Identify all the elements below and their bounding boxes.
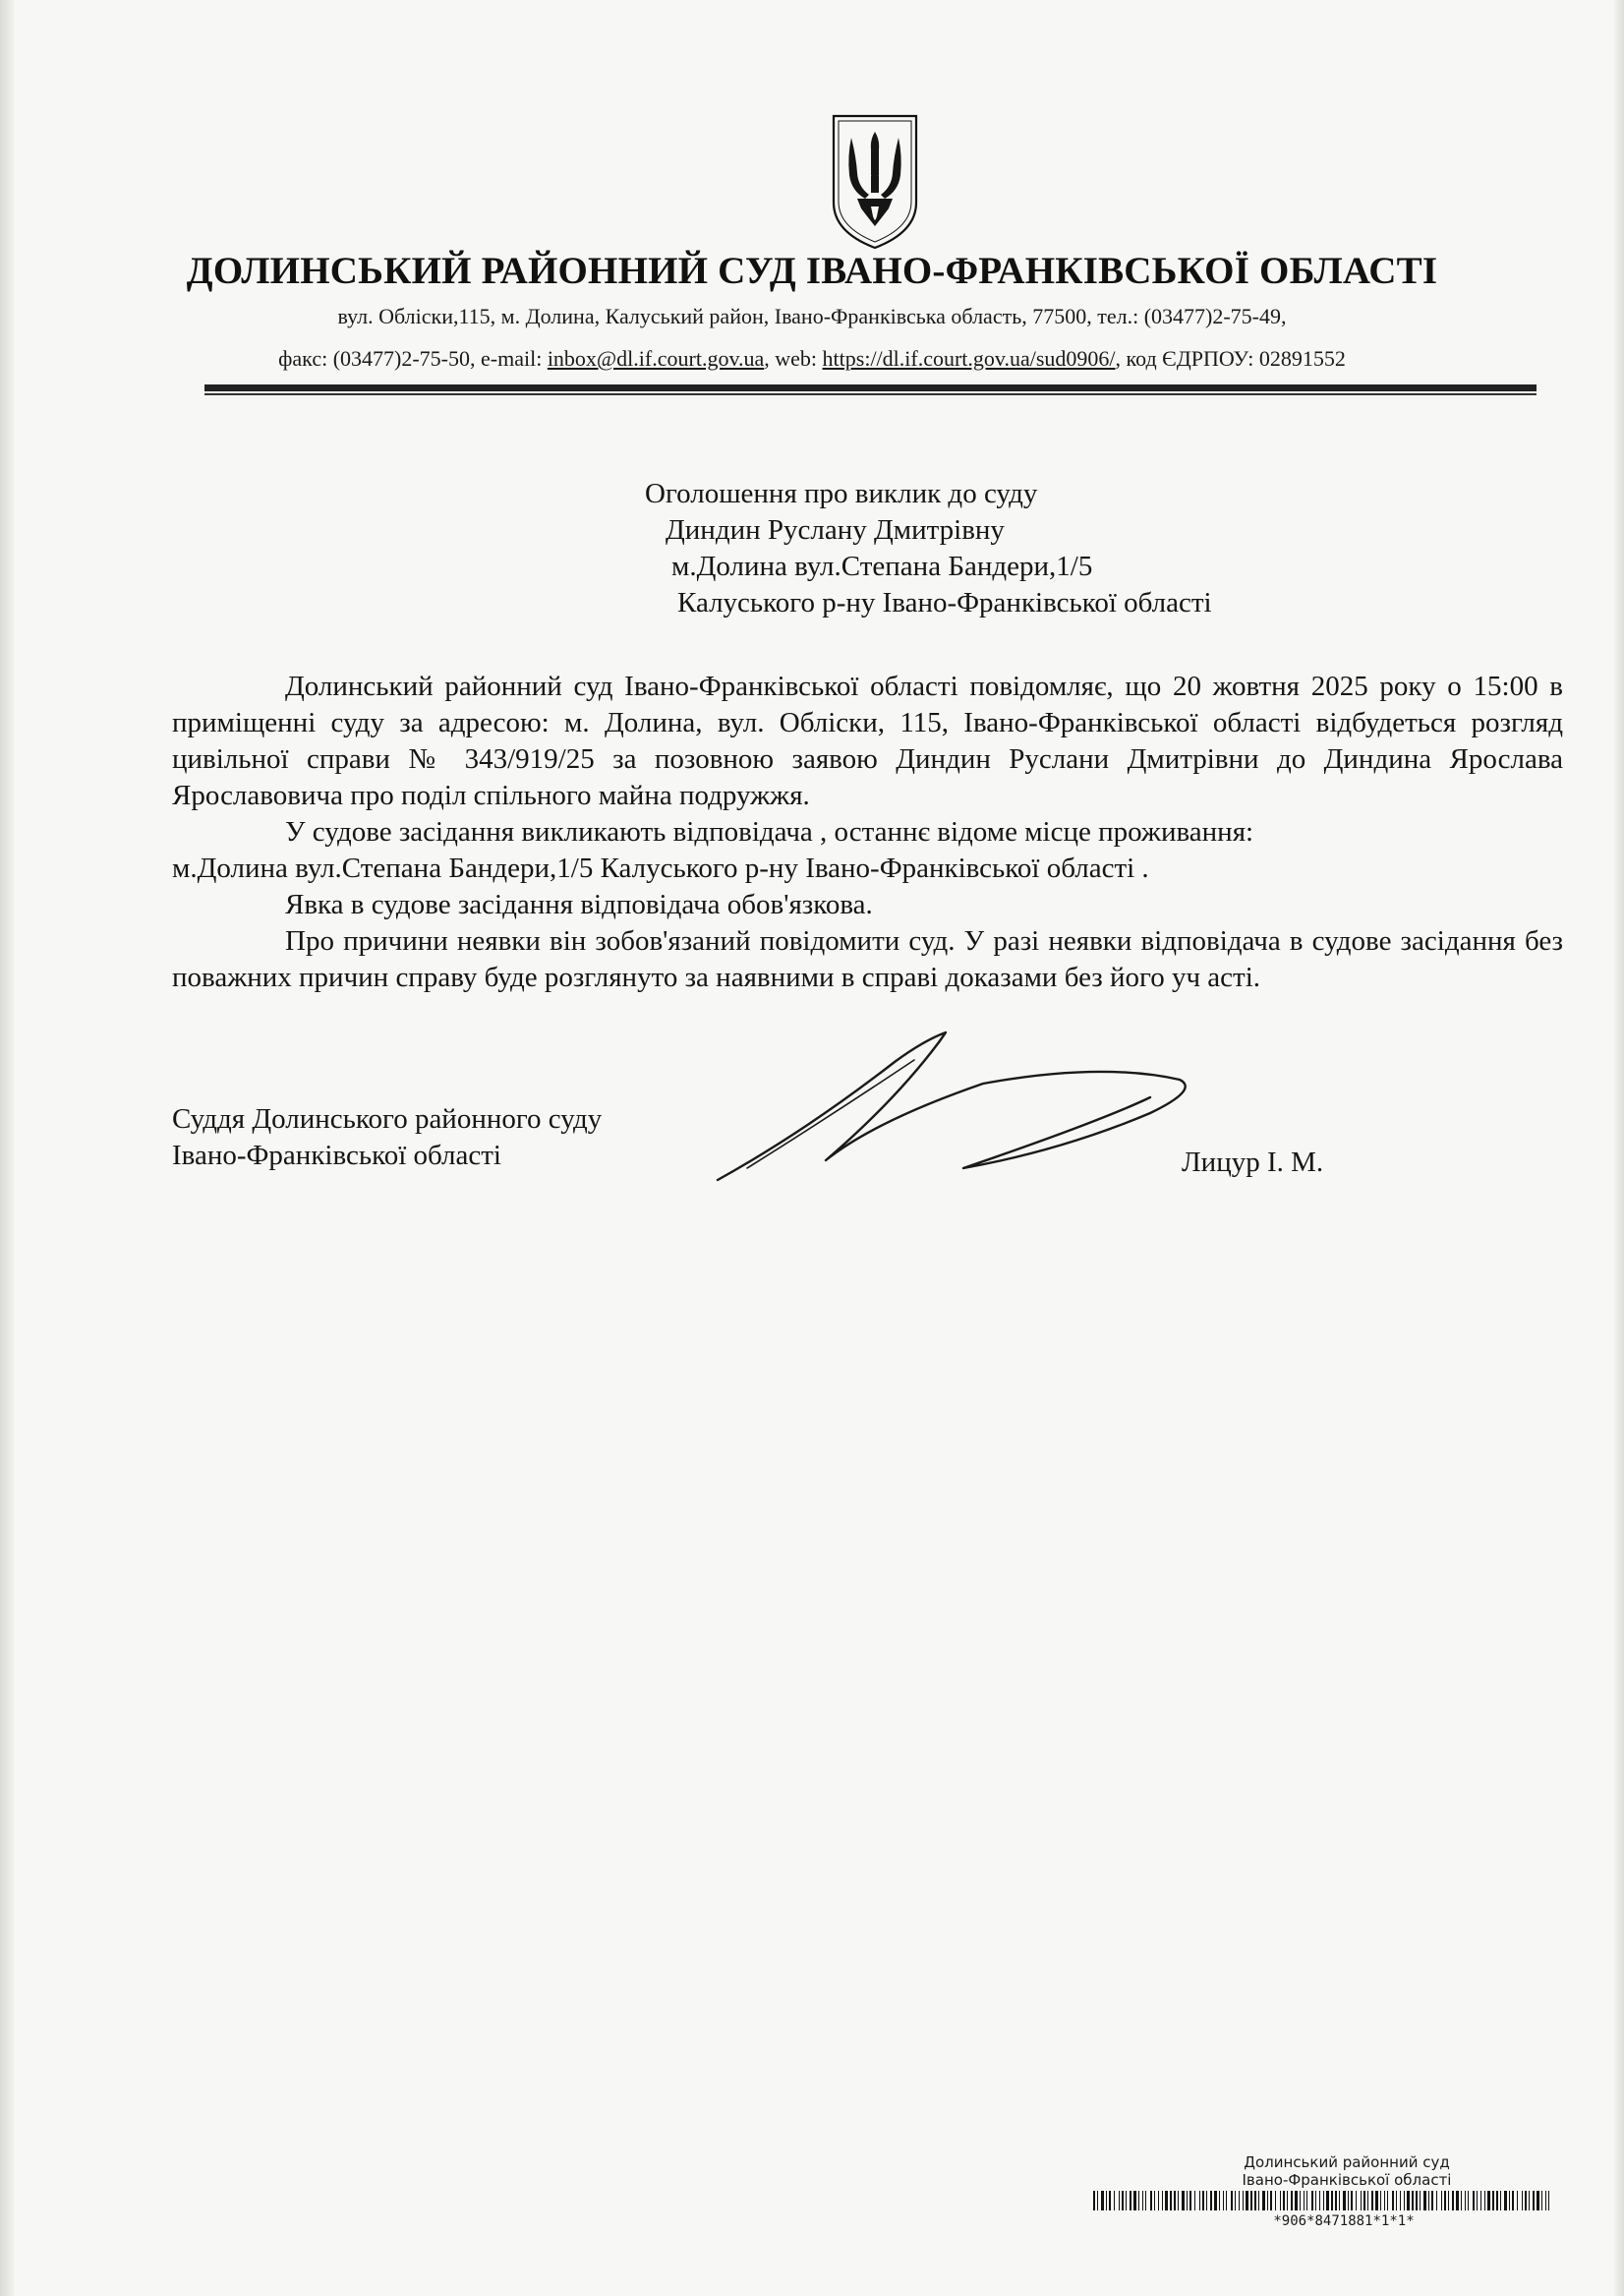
barcode-bar	[1280, 2191, 1281, 2210]
barcode-bar	[1496, 2191, 1498, 2210]
barcode-bar	[1331, 2191, 1333, 2210]
edrpou-code: , код ЄДРПОУ: 02891552	[1115, 346, 1346, 371]
scan-edge-left	[0, 0, 14, 2296]
addressee-street: м.Долина вул.Степана Бандери,1/5	[671, 551, 1093, 582]
barcode-bar	[1250, 2191, 1252, 2210]
barcode-bar	[1165, 2191, 1168, 2210]
barcode-bar	[1258, 2191, 1259, 2210]
barcode-bar	[1363, 2191, 1365, 2210]
barcode-bar	[1239, 2191, 1240, 2210]
barcode-bar	[1548, 2191, 1549, 2210]
barcode-bar	[1351, 2191, 1353, 2210]
barcode-bar	[1384, 2191, 1385, 2210]
barcode-bar	[1243, 2191, 1244, 2210]
barcode-bar	[1412, 2191, 1414, 2210]
barcode-bar	[1170, 2191, 1172, 2210]
judge-name: Лицур І. М.	[1182, 1147, 1324, 1178]
barcode-bar	[1348, 2191, 1349, 2210]
notice-heading: Оголошення про виклик до суду	[645, 478, 1038, 509]
court-address-line: вул. Обліски,115, м. Долина, Калуський район, Івано-Франківська область, 77500, тел.: (03477)2-75-49,	[337, 304, 1287, 328]
stamp-line2: Івано-Франківської області	[1242, 2171, 1452, 2189]
barcode-bar	[1525, 2191, 1527, 2210]
barcode-bar	[1138, 2191, 1139, 2210]
addressee-block	[645, 476, 1212, 621]
barcode-bar	[1504, 2191, 1507, 2210]
barcode-bar	[1162, 2191, 1163, 2210]
barcode-bar	[1178, 2191, 1179, 2210]
barcode-bar	[1339, 2191, 1340, 2210]
barcode-bar	[1283, 2191, 1285, 2210]
barcode	[1093, 2191, 1550, 2210]
barcode-bar	[1461, 2191, 1462, 2210]
barcode-bar	[1154, 2191, 1155, 2210]
barcode-bar	[1465, 2191, 1466, 2210]
barcode-bar	[1109, 2191, 1111, 2210]
barcode-bar	[1473, 2191, 1475, 2210]
barcode-bar	[1306, 2191, 1307, 2210]
barcode-bar	[1323, 2191, 1324, 2210]
barcode-bar	[1210, 2191, 1212, 2210]
barcode-bar	[1235, 2191, 1236, 2210]
barcode-bar	[1400, 2191, 1401, 2210]
stamp-line1: Долинський районний суд	[1244, 2153, 1450, 2171]
barcode-bar	[1101, 2191, 1104, 2210]
barcode-bar	[1428, 2191, 1429, 2210]
email-link[interactable]: inbox@dl.if.court.gov.ua	[547, 346, 765, 371]
header-divider-thin	[204, 393, 1537, 395]
barcode-bar	[1295, 2191, 1298, 2210]
barcode-bar	[1304, 2191, 1305, 2210]
barcode-bar	[1380, 2191, 1381, 2210]
body-paragraph-summons-address: м.Долина вул.Степана Бандери,1/5 Калуського р-ну Івано-Франківської області .	[172, 853, 1149, 884]
barcode-bar	[1291, 2191, 1293, 2210]
registry-stamp	[1209, 2153, 1484, 2189]
barcode-bar	[1361, 2191, 1362, 2210]
barcode-bar	[1416, 2191, 1418, 2210]
barcode-bar	[1142, 2191, 1143, 2210]
coat-of-arms-emblem	[828, 112, 922, 252]
barcode-bar	[1145, 2191, 1146, 2210]
barcode-bar	[1199, 2191, 1200, 2210]
barcode-bar	[1267, 2191, 1268, 2210]
fax-label: факс: (03477)2-75-50, e-mail:	[278, 346, 548, 371]
barcode-bar	[1420, 2191, 1421, 2210]
barcode-bar	[1150, 2191, 1152, 2210]
barcode-bar	[1300, 2191, 1301, 2210]
barcode-bar	[1262, 2191, 1265, 2210]
barcode-bar	[1319, 2191, 1320, 2210]
barcode-bar	[1500, 2191, 1501, 2210]
body-paragraph-absence: Про причини неявки він зобов'язаний повідомити суд. У разі неявки відповідача в судове засідання без поважних причин справу буде розглянуто за наявними в справі доказами без його уч асті.	[172, 925, 1563, 993]
barcode-bar	[1541, 2191, 1542, 2210]
barcode-bar	[1367, 2191, 1368, 2210]
barcode-bar	[1343, 2191, 1346, 2210]
barcode-bar	[1223, 2191, 1224, 2210]
barcode-bar	[1106, 2191, 1107, 2210]
barcode-bar	[1189, 2191, 1191, 2210]
barcode-bar	[1206, 2191, 1207, 2210]
barcode-bar	[1545, 2191, 1546, 2210]
barcode-bar	[1484, 2191, 1485, 2210]
scan-edge-right	[1614, 0, 1624, 2296]
barcode-bar	[1315, 2191, 1316, 2210]
barcode-bar	[1529, 2191, 1530, 2210]
addressee-region: Калуського р-ну Івано-Франківської області	[677, 587, 1212, 618]
barcode-bar	[1509, 2191, 1510, 2210]
barcode-bar	[1187, 2191, 1188, 2210]
barcode-bar	[1371, 2191, 1373, 2210]
barcode-bar	[1404, 2191, 1405, 2210]
barcode-bar	[1246, 2191, 1248, 2210]
barcode-bar	[1311, 2191, 1313, 2210]
barcode-bar	[1275, 2191, 1276, 2210]
barcode-bar	[1522, 2191, 1523, 2210]
barcode-caption: *906*8471881*1*1*	[1273, 2213, 1415, 2229]
barcode-bar	[1194, 2191, 1195, 2210]
handwritten-signature	[688, 1003, 1219, 1200]
addressee-name: Диндин Руслану Дмитрівну	[666, 514, 1005, 546]
barcode-bar	[1407, 2191, 1410, 2210]
header-divider-thick	[204, 384, 1537, 391]
barcode-bar	[1202, 2191, 1204, 2210]
barcode-bar	[1533, 2191, 1535, 2210]
barcode-bar	[1423, 2191, 1426, 2210]
barcode-bar	[1093, 2191, 1095, 2210]
barcode-bar	[1436, 2191, 1437, 2210]
barcode-bar	[1444, 2191, 1446, 2210]
barcode-bar	[1287, 2191, 1288, 2210]
barcode-bar	[1335, 2191, 1337, 2210]
judge-position	[172, 1101, 602, 1174]
web-label: , web:	[764, 346, 823, 371]
barcode-bar	[1133, 2191, 1136, 2210]
barcode-bar	[1492, 2191, 1494, 2210]
barcode-bar	[1254, 2191, 1256, 2210]
barcode-bar	[1487, 2191, 1490, 2210]
barcode-bar	[1480, 2191, 1481, 2210]
body-paragraph-summons: У судове засідання викликають відповідача , останнє відоме місце проживання:	[285, 816, 1254, 848]
barcode-bar	[1226, 2191, 1227, 2210]
court-title: ДОЛИНСЬКИЙ РАЙОННИЙ СУД ІВАНО-ФРАНКІВСЬКОЇ ОБЛАСТІ	[186, 250, 1438, 292]
barcode-bar	[1392, 2191, 1394, 2210]
barcode-bar	[1537, 2191, 1539, 2210]
barcode-bar	[1126, 2191, 1127, 2210]
notice-body	[172, 669, 1563, 996]
barcode-bar	[1214, 2191, 1217, 2210]
judge-position-line1: Суддя Долинського районного суду	[172, 1103, 603, 1135]
barcode-bar	[1122, 2191, 1124, 2210]
barcode-bar	[1468, 2191, 1469, 2210]
barcode-bar	[1231, 2191, 1233, 2210]
barcode-bar	[1119, 2191, 1120, 2210]
barcode-bar	[1114, 2191, 1115, 2210]
barcode-bar	[1326, 2191, 1329, 2210]
court-contacts-line	[0, 346, 1624, 372]
barcode-bar	[1174, 2191, 1176, 2210]
barcode-bar	[1396, 2191, 1397, 2210]
body-paragraph-hearing: Долинський районний суд Івано-Франківської області повідомляє, що 20 жовтня 2025 року о 15:00 в приміщенні суду за адресою: м. Долина, вул. Обліски, 115, Івано-Франківської області відбудеться розгляд цивільної справи № 343/919/25 за позовною заявою Диндин Руслани Дмитрівни до Диндина Ярослава Ярославовича про поділ спільного майна подружжя.	[172, 671, 1563, 811]
web-link[interactable]: https://dl.if.court.gov.ua/sud0906/	[822, 346, 1116, 371]
barcode-bar	[1477, 2191, 1478, 2210]
barcode-bar	[1452, 2191, 1454, 2210]
barcode-bar	[1512, 2191, 1514, 2210]
barcode-bar	[1219, 2191, 1220, 2210]
barcode-bar	[1456, 2191, 1459, 2210]
barcode-bar	[1182, 2191, 1185, 2210]
barcode-bar	[1270, 2191, 1272, 2210]
barcode-bar	[1387, 2191, 1388, 2210]
barcode-bar	[1448, 2191, 1449, 2210]
barcode-bar	[1097, 2191, 1098, 2210]
body-paragraph-mandatory: Явка в судове засідання відповідача обов'язкова.	[285, 889, 873, 920]
judge-position-line2: Івано-Франківської області	[172, 1140, 501, 1171]
barcode-bar	[1356, 2191, 1357, 2210]
barcode-bar	[1130, 2191, 1131, 2210]
barcode-bar	[1517, 2191, 1518, 2210]
barcode-bar	[1441, 2191, 1442, 2210]
barcode-bar	[1158, 2191, 1159, 2210]
barcode-bar	[1431, 2191, 1433, 2210]
barcode-bar	[1375, 2191, 1378, 2210]
